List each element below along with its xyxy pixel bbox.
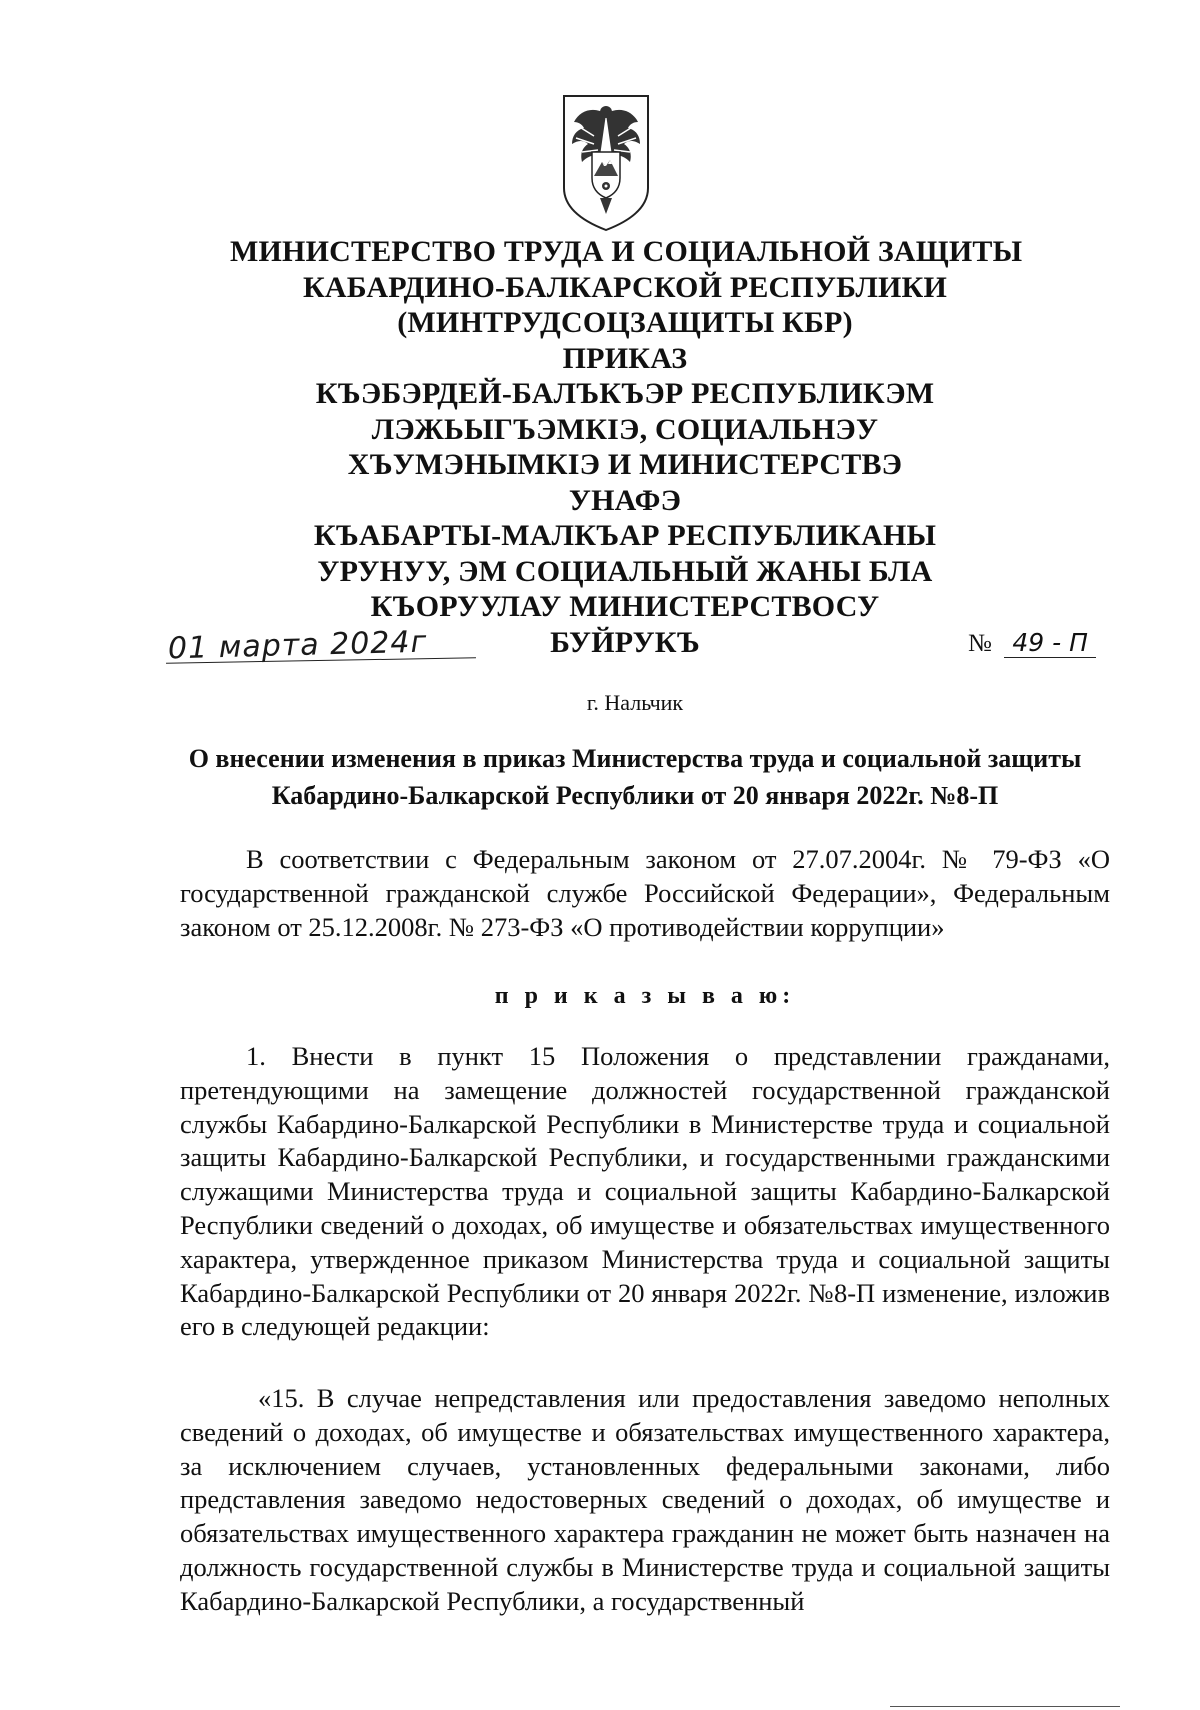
header-line: УРУНУУ, ЭМ СОЦИАЛЬНЫЙ ЖАНЫ БЛА	[317, 554, 933, 588]
footer-divider	[890, 1706, 1120, 1707]
header-line: ХЪУМЭНЫМКIЭ И МИНИСТЕРСТВЭ	[347, 448, 903, 481]
header-line: МИНИСТЕРСТВО ТРУДА И СОЦИАЛЬНОЙ ЗАЩИТЫ	[230, 235, 1023, 268]
item-1-paragraph: 1. Внести в пункт 15 Положения о представлении гражданами, претендующими на замещение должностей государственной гражданской службы Кабардино-Балкарской Республики в Министерстве труда и социальной защиты Кабардино-Балкарской Республики, и государственными гражданскими служащими Министерства труда и социальной защиты Кабардино-Балкарской Республики сведений о доходах, об имуществе и обязательствах имущественного характера, утвержденное приказом Министерства труда и социальной защиты Кабардино-Балкарской Республики от 20 января 2022г. №8-П изменение, изложив его в следующей редакции:	[180, 1041, 1110, 1342]
city: г. Нальчик	[586, 690, 684, 715]
document-title: О внесении изменения в приказ Министерства труда и социальной защиты Кабардино-Балкарской Республики от 20 января 2022г. №8-П	[188, 744, 1082, 810]
order-word: п р и к а з ы в а ю:	[494, 983, 796, 1009]
header-line: (МИНТРУДСОЦЗАЩИТЫ КБР)	[397, 306, 853, 339]
kbr-coat-of-arms-icon	[560, 92, 652, 234]
order-number	[968, 628, 1096, 658]
ministry-header	[230, 234, 1023, 660]
header-line: КЪЭБЭРДЕЙ-БАЛЪКЪЭР РЕСПУБЛИКЭМ	[315, 377, 935, 410]
item-15-paragraph: «15. В случае непредставления или предоставления заведомо неполных сведений о доходах, об имуществе и обязательствах имущественного характера, за исключением случаев, установленных федеральными законами, либо представления заведомо недостоверных сведений о доходах, об имуществе и обязательствах имущественного характера гражданин не может быть назначен на должность государственной службы в Министерстве труда и социальной защиты Кабардино-Балкарской Республики, а государственный	[180, 1383, 1110, 1616]
header-line: ПРИКАЗ	[562, 341, 688, 375]
order-date: 01 марта 2024г	[167, 624, 428, 667]
header-line: КЪАБАРТЫ-МАЛКЪАР РЕСПУБЛИКАНЫ	[313, 519, 937, 552]
number-label: №	[968, 630, 992, 657]
header-line: БУЙРУКЪ	[550, 625, 700, 659]
header-line: УНАФЭ	[568, 483, 682, 517]
header-line: ЛЭЖЬЫГЪЭМКIЭ, СОЦИАЛЬНЭУ	[371, 412, 879, 446]
number-value: 49 - П	[1004, 628, 1096, 658]
header-line: КАБАРДИНО-БАЛКАРСКОЙ РЕСПУБЛИКИ	[302, 270, 948, 304]
header-line: КЪОРУУЛАУ МИНИСТЕРСТВОСУ	[370, 590, 880, 623]
preamble-paragraph: В соответствии с Федеральным законом от 27.07.2004г. № 79-ФЗ «О государственной гражданской службе Российской Федерации», Федеральным законом от 25.12.2008г. № 273-ФЗ «О противодействии коррупции»	[180, 844, 1110, 942]
